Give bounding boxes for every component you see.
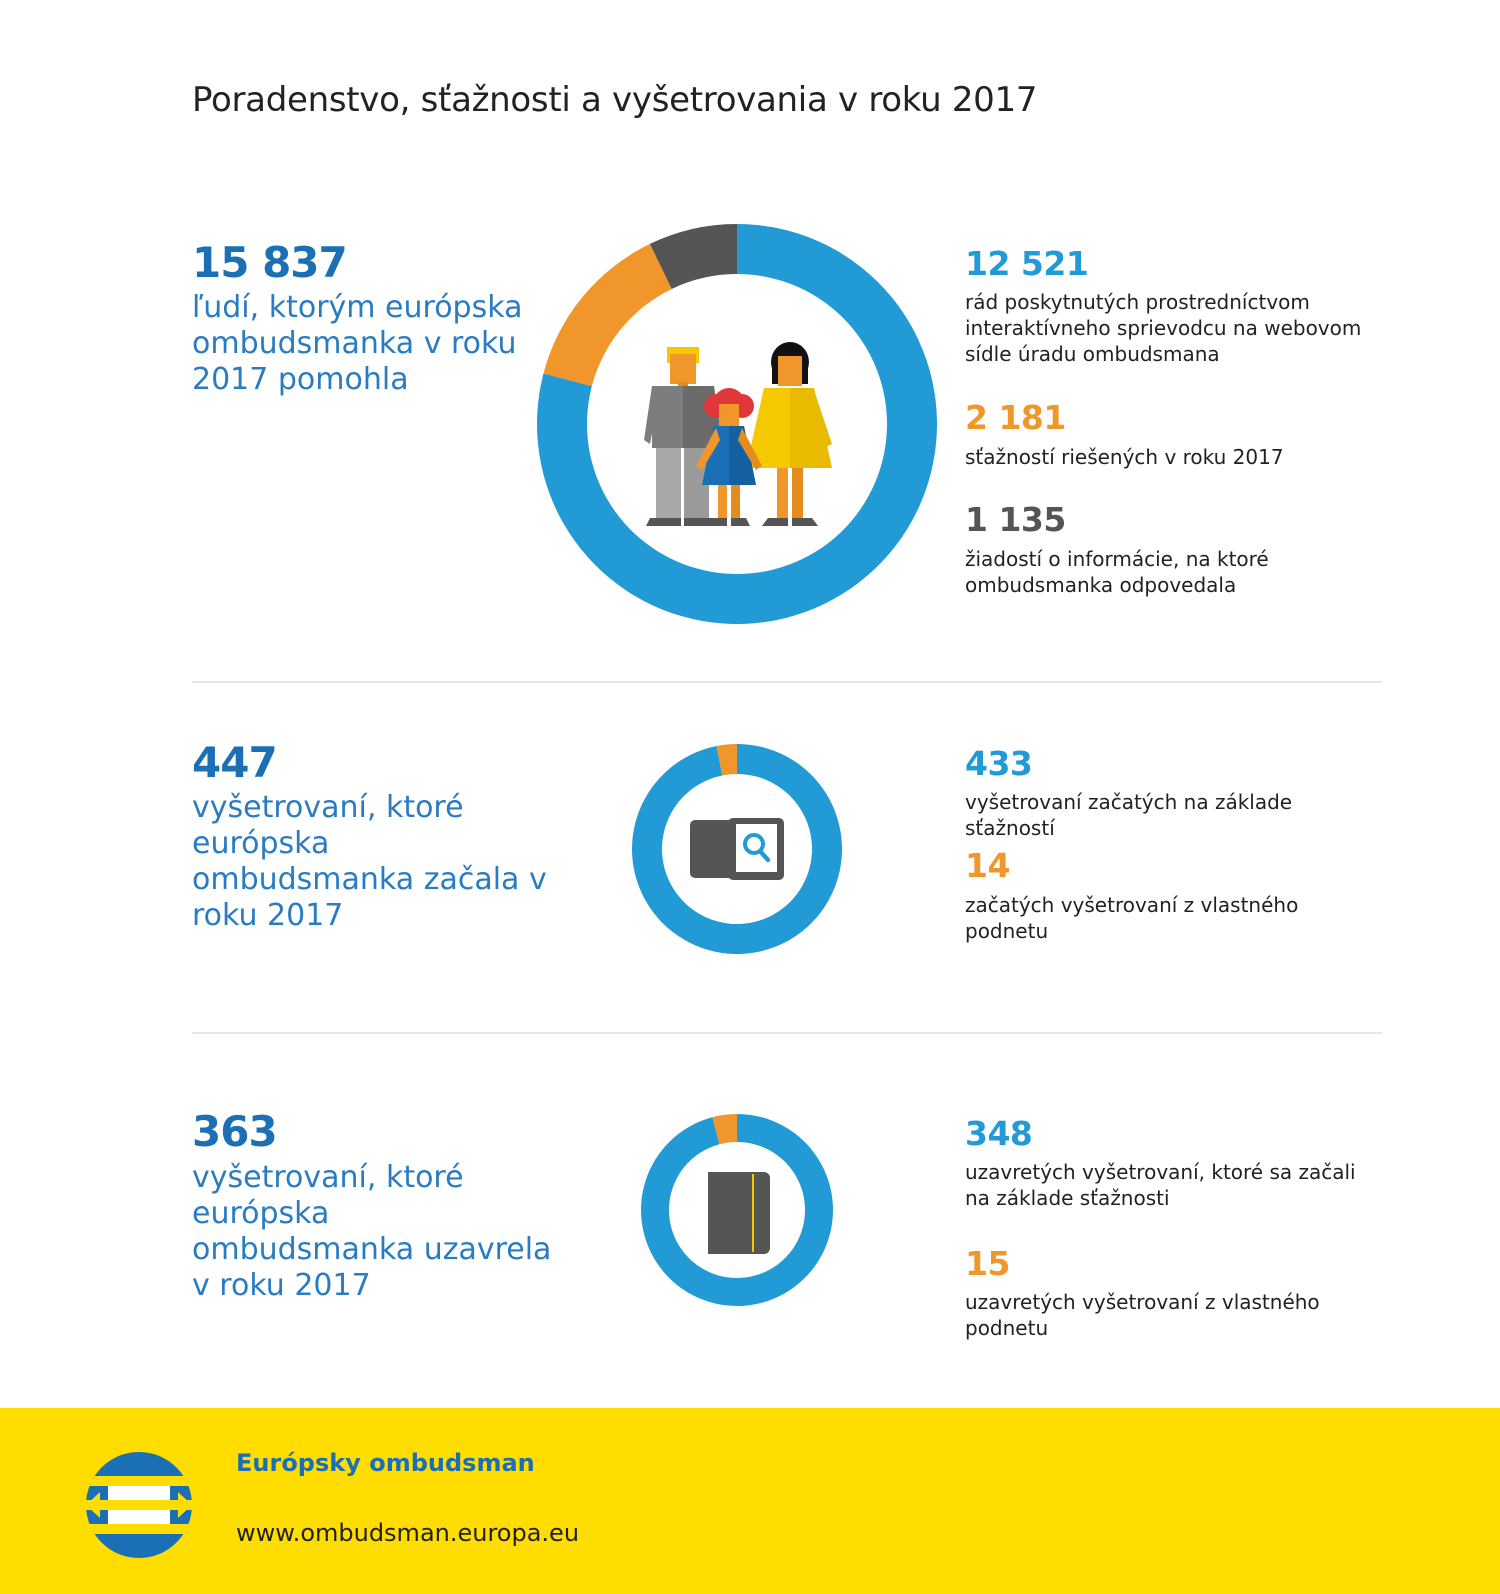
section-1-total: 15 837 (192, 238, 347, 287)
section-3-description: vyšetrovaní, ktoré európska ombudsmanka uzavrela v roku 2017 (192, 1160, 552, 1303)
stat-own-initiative-text: začatých vyšetrovaní z vlastného podnetu (965, 893, 1299, 943)
stat-own-initiative-number: 14 (965, 846, 1010, 885)
open-folder-magnifier-icon (690, 818, 784, 880)
stat-info-requests-text: žiadostí o informácie, na ktoré ombudsmanka odpovedala (965, 547, 1269, 597)
family-icon (636, 340, 836, 540)
closed-folder-icon (708, 1172, 770, 1254)
section-divider (192, 681, 1382, 683)
footer-organization-name: Európsky ombudsman (236, 1449, 535, 1477)
page-title: Poradenstvo, sťažnosti a vyšetrovania v roku 2017 (192, 80, 1038, 120)
stat-advice-number: 12 521 (965, 244, 1089, 283)
stat-closed-complaint-text: uzavretých vyšetrovaní, ktoré sa začali na základe sťažnosti (965, 1160, 1356, 1210)
stat-complaints-number: 2 181 (965, 398, 1066, 437)
stat-complaints-text: sťažností riešených v roku 2017 (965, 445, 1284, 469)
ombudsman-logo-icon (86, 1452, 192, 1558)
section-1-description: ľudí, ktorým európska ombudsmanka v roku 2017 pomohla (192, 290, 523, 397)
stat-info-requests-number: 1 135 (965, 500, 1066, 539)
footer-bar (0, 1408, 1500, 1594)
stat-complaint-inquiries-text: vyšetrovaní začatých na základe sťažností (965, 790, 1293, 840)
section-2-description: vyšetrovaní, ktoré európska ombudsmanka začala v roku 2017 (192, 790, 547, 933)
stat-closed-own-initiative-number: 15 (965, 1244, 1010, 1283)
stat-complaint-inquiries-number: 433 (965, 744, 1033, 783)
stat-advice-text: rád poskytnutých prostredníctvom interaktívneho sprievodcu na webovom sídle úradu ombudsmana (965, 290, 1362, 366)
section-3-total: 363 (192, 1107, 277, 1156)
section-divider (192, 1032, 1382, 1034)
section-2-total: 447 (192, 738, 277, 787)
stat-closed-complaint-number: 348 (965, 1114, 1033, 1153)
footer-website-link[interactable]: www.ombudsman.europa.eu (236, 1519, 580, 1547)
stat-closed-own-initiative-text: uzavretých vyšetrovaní z vlastného podnetu (965, 1290, 1320, 1340)
